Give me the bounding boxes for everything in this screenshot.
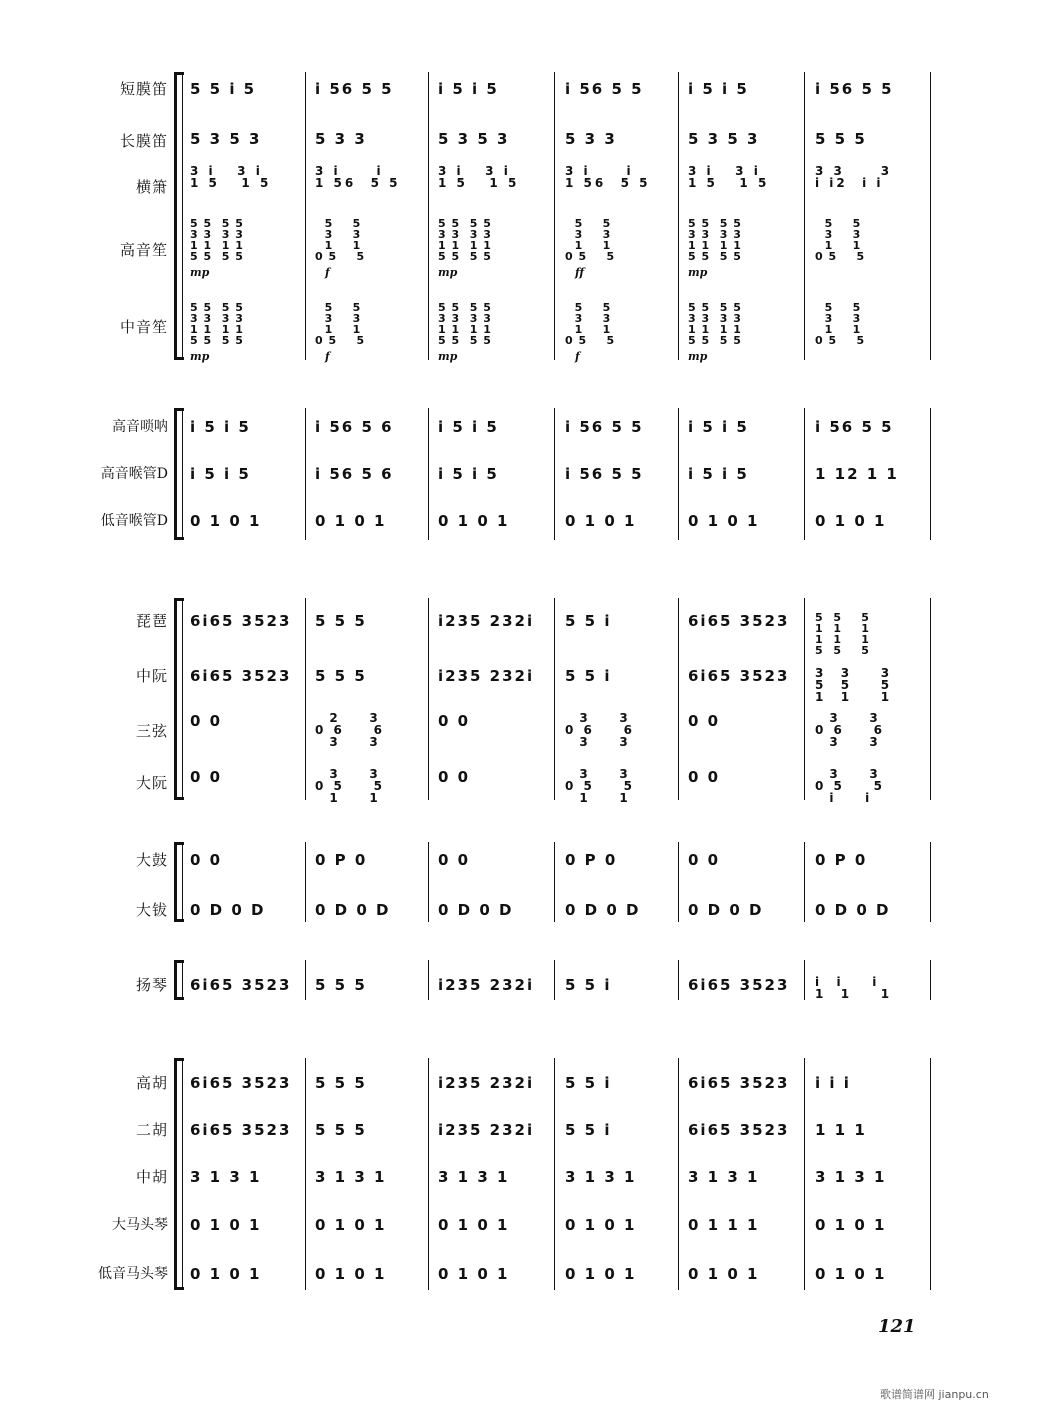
- barline: [305, 960, 306, 1000]
- measure-cell-erhu: i235 232i: [438, 1121, 535, 1139]
- instrument-label-soprano-suona: 高音唢呐: [112, 419, 168, 435]
- measure-cell-bass-drum: 0 P 0: [315, 851, 368, 869]
- measure-cell-erhu: 5 5 i: [565, 1121, 612, 1139]
- measure-cell-zhonghu: 3 1 3 1: [565, 1168, 637, 1186]
- measure-cell-bass-houguan-d: 0 1 0 1: [190, 512, 262, 530]
- measure-cell-alto-sheng: 5 5 3 3 1 1 0 5 5: [315, 301, 366, 347]
- measure-cell-bass-houguan-d: 0 1 0 1: [565, 512, 637, 530]
- barline: [428, 842, 429, 922]
- measure-cell-gaohu: i i i: [815, 1074, 851, 1092]
- measure-cell-transverse-xiao: 3 i i 1 56 5 5: [565, 164, 651, 190]
- measure-cell-gaohu: i235 232i: [438, 1074, 535, 1092]
- measure-cell-soprano-suona: i 56 5 6: [315, 418, 394, 436]
- measure-cell-bass-drum: 0 0: [438, 851, 471, 869]
- instrument-label-alto-sheng: 中音笙: [119, 318, 168, 336]
- measure-cell-morin-khuur: 0 1 0 1: [315, 1216, 387, 1234]
- barline: [305, 72, 306, 360]
- measure-cell-morin-khuur: 0 1 1 1: [688, 1216, 760, 1234]
- measure-cell-gaohu: 6i65 3523: [190, 1074, 292, 1092]
- measure-cell-sanxian: 3 3 0 6 6 3 3: [565, 711, 635, 749]
- instrument-label-large-cymbals: 大钹: [135, 901, 168, 919]
- instrument-label-soprano-houguan-d: 高音喉管D: [100, 466, 168, 482]
- measure-cell-transverse-xiao: 3 i i 1 56 5 5: [315, 164, 401, 190]
- measure-cell-zhongruan: i235 232i: [438, 667, 535, 685]
- measure-cell-morin-khuur: 0 1 0 1: [190, 1216, 262, 1234]
- measure-cell-short-membrane-flute: i 56 5 5: [315, 80, 394, 98]
- measure-cell-yangqin: 6i65 3523: [688, 976, 790, 994]
- measure-cell-soprano-houguan-d: i 5 i 5: [688, 465, 749, 483]
- dynamic-mark: mp: [688, 350, 708, 363]
- barline: [930, 960, 931, 1000]
- instrument-label-daruan: 大阮: [135, 774, 168, 792]
- instrument-label-erhu: 二胡: [135, 1121, 168, 1139]
- barline: [678, 960, 679, 1000]
- barline: [182, 598, 183, 800]
- measure-cell-short-membrane-flute: i 56 5 5: [565, 80, 644, 98]
- measure-cell-large-cymbals: 0 D 0 D: [190, 901, 266, 919]
- measure-cell-daruan: 0 0: [190, 768, 223, 786]
- measure-cell-zhongruan: 5 5 i: [565, 667, 612, 685]
- measure-cell-yangqin: i235 232i: [438, 976, 535, 994]
- instrument-label-long-membrane-flute: 长膜笛: [119, 132, 168, 150]
- measure-cell-yangqin: 5 5 i: [565, 976, 612, 994]
- measure-cell-erhu: 6i65 3523: [688, 1121, 790, 1139]
- measure-cell-bass-morin-khuur: 0 1 0 1: [815, 1265, 887, 1283]
- measure-cell-soprano-sheng: 5 5 3 3 1 1 0 5 5: [565, 217, 616, 263]
- measure-cell-bass-morin-khuur: 0 1 0 1: [190, 1265, 262, 1283]
- measure-cell-transverse-xiao: 3 i 3 i 1 5 1 5: [190, 164, 272, 190]
- barline: [182, 72, 183, 360]
- barline: [428, 72, 429, 360]
- measure-cell-bass-drum: 0 0: [688, 851, 721, 869]
- instrument-label-soprano-sheng: 高音笙: [119, 241, 168, 259]
- instrument-label-pipa: 琵琶: [135, 612, 168, 630]
- measure-cell-morin-khuur: 0 1 0 1: [438, 1216, 510, 1234]
- measure-cell-sanxian: 3 3 0 6 6 3 3: [815, 711, 885, 749]
- measure-cell-soprano-suona: i 56 5 5: [815, 418, 894, 436]
- measure-cell-short-membrane-flute: i 56 5 5: [815, 80, 894, 98]
- measure-cell-bass-drum: 0 P 0: [815, 851, 868, 869]
- barline: [305, 408, 306, 540]
- dynamic-mark: mp: [438, 350, 458, 363]
- measure-cell-gaohu: 5 5 5: [315, 1074, 367, 1092]
- measure-cell-zhonghu: 3 1 3 1: [438, 1168, 510, 1186]
- measure-cell-alto-sheng: 5 5 5 5 3 3 3 3 1 1 1 1 5 5 5 5: [688, 301, 742, 347]
- instrument-label-bass-drum: 大鼓: [135, 851, 168, 869]
- barline: [804, 960, 805, 1000]
- measure-cell-long-membrane-flute: 5 3 5 3: [688, 130, 760, 148]
- barline: [678, 72, 679, 360]
- measure-cell-large-cymbals: 0 D 0 D: [815, 901, 891, 919]
- measure-cell-sanxian: 0 0: [688, 712, 721, 730]
- dynamic-mark: f: [575, 350, 580, 363]
- measure-cell-zhonghu: 3 1 3 1: [315, 1168, 387, 1186]
- measure-cell-soprano-sheng: 5 5 3 3 1 1 0 5 5: [815, 217, 866, 263]
- measure-cell-morin-khuur: 0 1 0 1: [565, 1216, 637, 1234]
- instrument-label-short-membrane-flute: 短膜笛: [119, 80, 168, 98]
- measure-cell-soprano-sheng: 5 5 3 3 1 1 0 5 5: [315, 217, 366, 263]
- barline: [305, 1058, 306, 1290]
- dynamic-mark: f: [325, 350, 330, 363]
- measure-cell-soprano-suona: i 5 i 5: [688, 418, 749, 436]
- measure-cell-bass-morin-khuur: 0 1 0 1: [688, 1265, 760, 1283]
- barline: [554, 1058, 555, 1290]
- barline: [182, 842, 183, 922]
- barline: [930, 72, 931, 360]
- instrument-label-yangqin: 扬琴: [135, 976, 168, 994]
- dynamic-mark: mp: [190, 350, 210, 363]
- barline: [182, 960, 183, 1000]
- measure-cell-bass-drum: 0 0: [190, 851, 223, 869]
- measure-cell-daruan: 0 0: [688, 768, 721, 786]
- measure-cell-short-membrane-flute: i 5 i 5: [438, 80, 499, 98]
- barline: [428, 408, 429, 540]
- measure-cell-zhonghu: 3 1 3 1: [688, 1168, 760, 1186]
- instrument-label-morin-khuur: 大马头琴: [112, 1217, 168, 1233]
- measure-cell-alto-sheng: 5 5 3 3 1 1 0 5 5: [815, 301, 866, 347]
- measure-cell-long-membrane-flute: 5 3 5 3: [190, 130, 262, 148]
- measure-cell-yangqin: i i i 1 1 1: [815, 975, 893, 1001]
- measure-cell-zhongruan: 3 3 3 5 5 5 1 1 1: [815, 666, 893, 704]
- barline: [804, 598, 805, 800]
- watermark: 歌谱简谱网 jianpu.cn: [880, 1388, 989, 1401]
- measure-cell-alto-sheng: 5 5 5 5 3 3 3 3 1 1 1 1 5 5 5 5: [438, 301, 492, 347]
- measure-cell-large-cymbals: 0 D 0 D: [565, 901, 641, 919]
- barline: [804, 842, 805, 922]
- barline: [930, 598, 931, 800]
- measure-cell-daruan: 3 3 0 5 5 1 1: [565, 767, 635, 805]
- barline: [554, 598, 555, 800]
- measure-cell-large-cymbals: 0 D 0 D: [315, 901, 391, 919]
- measure-cell-pipa: 6i65 3523: [688, 612, 790, 630]
- instrument-label-sanxian: 三弦: [135, 722, 168, 740]
- measure-cell-daruan: 0 0: [438, 768, 471, 786]
- measure-cell-yangqin: 5 5 5: [315, 976, 367, 994]
- measure-cell-daruan: 3 3 0 5 5 1 1: [315, 767, 385, 805]
- measure-cell-long-membrane-flute: 5 3 5 3: [438, 130, 510, 148]
- instrument-label-zhongruan: 中阮: [135, 667, 168, 685]
- measure-cell-yangqin: 6i65 3523: [190, 976, 292, 994]
- measure-cell-bass-drum: 0 P 0: [565, 851, 618, 869]
- barline: [428, 960, 429, 1000]
- measure-cell-soprano-suona: i 5 i 5: [190, 418, 251, 436]
- measure-cell-bass-houguan-d: 0 1 0 1: [815, 512, 887, 530]
- measure-cell-bass-houguan-d: 0 1 0 1: [438, 512, 510, 530]
- barline: [428, 1058, 429, 1290]
- barline: [678, 408, 679, 540]
- dynamic-mark: mp: [688, 266, 708, 279]
- measure-cell-soprano-sheng: 5 5 5 5 3 3 3 3 1 1 1 1 5 5 5 5: [190, 217, 244, 263]
- barline: [678, 598, 679, 800]
- barline: [930, 1058, 931, 1290]
- measure-cell-sanxian: 0 0: [190, 712, 223, 730]
- measure-cell-soprano-houguan-d: i 56 5 5: [565, 465, 644, 483]
- instrument-label-transverse-xiao: 横箫: [135, 178, 168, 196]
- measure-cell-soprano-sheng: 5 5 5 5 3 3 3 3 1 1 1 1 5 5 5 5: [438, 217, 492, 263]
- barline: [804, 72, 805, 360]
- measure-cell-alto-sheng: 5 5 3 3 1 1 0 5 5: [565, 301, 616, 347]
- measure-cell-erhu: 5 5 5: [315, 1121, 367, 1139]
- measure-cell-pipa: 5 5 5 1 1 1 1 1 1 5 5 5: [815, 611, 870, 657]
- measure-cell-soprano-sheng: 5 5 5 5 3 3 3 3 1 1 1 1 5 5 5 5: [688, 217, 742, 263]
- page-number: 121: [878, 1316, 916, 1337]
- measure-cell-sanxian: 2 3 0 6 6 3 3: [315, 711, 385, 749]
- measure-cell-transverse-xiao: 3 3 3 i i2 i i: [815, 164, 893, 190]
- measure-cell-zhongruan: 6i65 3523: [688, 667, 790, 685]
- measure-cell-gaohu: 6i65 3523: [688, 1074, 790, 1092]
- measure-cell-pipa: 6i65 3523: [190, 612, 292, 630]
- barline: [804, 408, 805, 540]
- barline: [678, 1058, 679, 1290]
- measure-cell-bass-houguan-d: 0 1 0 1: [688, 512, 760, 530]
- measure-cell-bass-houguan-d: 0 1 0 1: [315, 512, 387, 530]
- barline: [428, 598, 429, 800]
- barline: [554, 842, 555, 922]
- measure-cell-morin-khuur: 0 1 0 1: [815, 1216, 887, 1234]
- measure-cell-zhongruan: 5 5 5: [315, 667, 367, 685]
- barline: [305, 598, 306, 800]
- measure-cell-soprano-houguan-d: 1 12 1 1: [815, 465, 899, 483]
- barline: [182, 408, 183, 540]
- measure-cell-zhonghu: 3 1 3 1: [190, 1168, 262, 1186]
- barline: [554, 72, 555, 360]
- dynamic-mark: mp: [438, 266, 458, 279]
- measure-cell-alto-sheng: 5 5 5 5 3 3 3 3 1 1 1 1 5 5 5 5: [190, 301, 244, 347]
- measure-cell-bass-morin-khuur: 0 1 0 1: [315, 1265, 387, 1283]
- barline: [678, 842, 679, 922]
- measure-cell-erhu: 1 1 1: [815, 1121, 867, 1139]
- measure-cell-pipa: 5 5 5: [315, 612, 367, 630]
- measure-cell-sanxian: 0 0: [438, 712, 471, 730]
- measure-cell-short-membrane-flute: i 5 i 5: [688, 80, 749, 98]
- dynamic-mark: mp: [190, 266, 210, 279]
- measure-cell-soprano-suona: i 5 i 5: [438, 418, 499, 436]
- barline: [930, 408, 931, 540]
- measure-cell-bass-morin-khuur: 0 1 0 1: [565, 1265, 637, 1283]
- barline: [930, 842, 931, 922]
- measure-cell-daruan: 3 3 0 5 5 i i: [815, 767, 885, 805]
- measure-cell-soprano-houguan-d: i 5 i 5: [438, 465, 499, 483]
- measure-cell-soprano-suona: i 56 5 5: [565, 418, 644, 436]
- barline: [182, 1058, 183, 1290]
- measure-cell-large-cymbals: 0 D 0 D: [438, 901, 514, 919]
- instrument-label-bass-morin-khuur: 低音马头琴: [98, 1266, 168, 1282]
- barline: [554, 408, 555, 540]
- barline: [554, 960, 555, 1000]
- dynamic-mark: ff: [575, 266, 585, 279]
- measure-cell-short-membrane-flute: 5 5 i 5: [190, 80, 257, 98]
- dynamic-mark: f: [325, 266, 330, 279]
- measure-cell-erhu: 6i65 3523: [190, 1121, 292, 1139]
- barline: [305, 842, 306, 922]
- measure-cell-zhonghu: 3 1 3 1: [815, 1168, 887, 1186]
- measure-cell-long-membrane-flute: 5 3 3: [315, 130, 367, 148]
- measure-cell-transverse-xiao: 3 i 3 i 1 5 1 5: [688, 164, 770, 190]
- measure-cell-long-membrane-flute: 5 3 3: [565, 130, 617, 148]
- barline: [804, 1058, 805, 1290]
- measure-cell-bass-morin-khuur: 0 1 0 1: [438, 1265, 510, 1283]
- measure-cell-large-cymbals: 0 D 0 D: [688, 901, 764, 919]
- instrument-label-bass-houguan-d: 低音喉管D: [100, 513, 168, 529]
- measure-cell-zhongruan: 6i65 3523: [190, 667, 292, 685]
- measure-cell-soprano-houguan-d: i 56 5 6: [315, 465, 394, 483]
- instrument-label-zhonghu: 中胡: [135, 1168, 168, 1186]
- measure-cell-long-membrane-flute: 5 5 5: [815, 130, 867, 148]
- instrument-label-gaohu: 高胡: [135, 1074, 168, 1092]
- measure-cell-gaohu: 5 5 i: [565, 1074, 612, 1092]
- measure-cell-transverse-xiao: 3 i 3 i 1 5 1 5: [438, 164, 520, 190]
- measure-cell-pipa: 5 5 i: [565, 612, 612, 630]
- measure-cell-soprano-houguan-d: i 5 i 5: [190, 465, 251, 483]
- measure-cell-pipa: i235 232i: [438, 612, 535, 630]
